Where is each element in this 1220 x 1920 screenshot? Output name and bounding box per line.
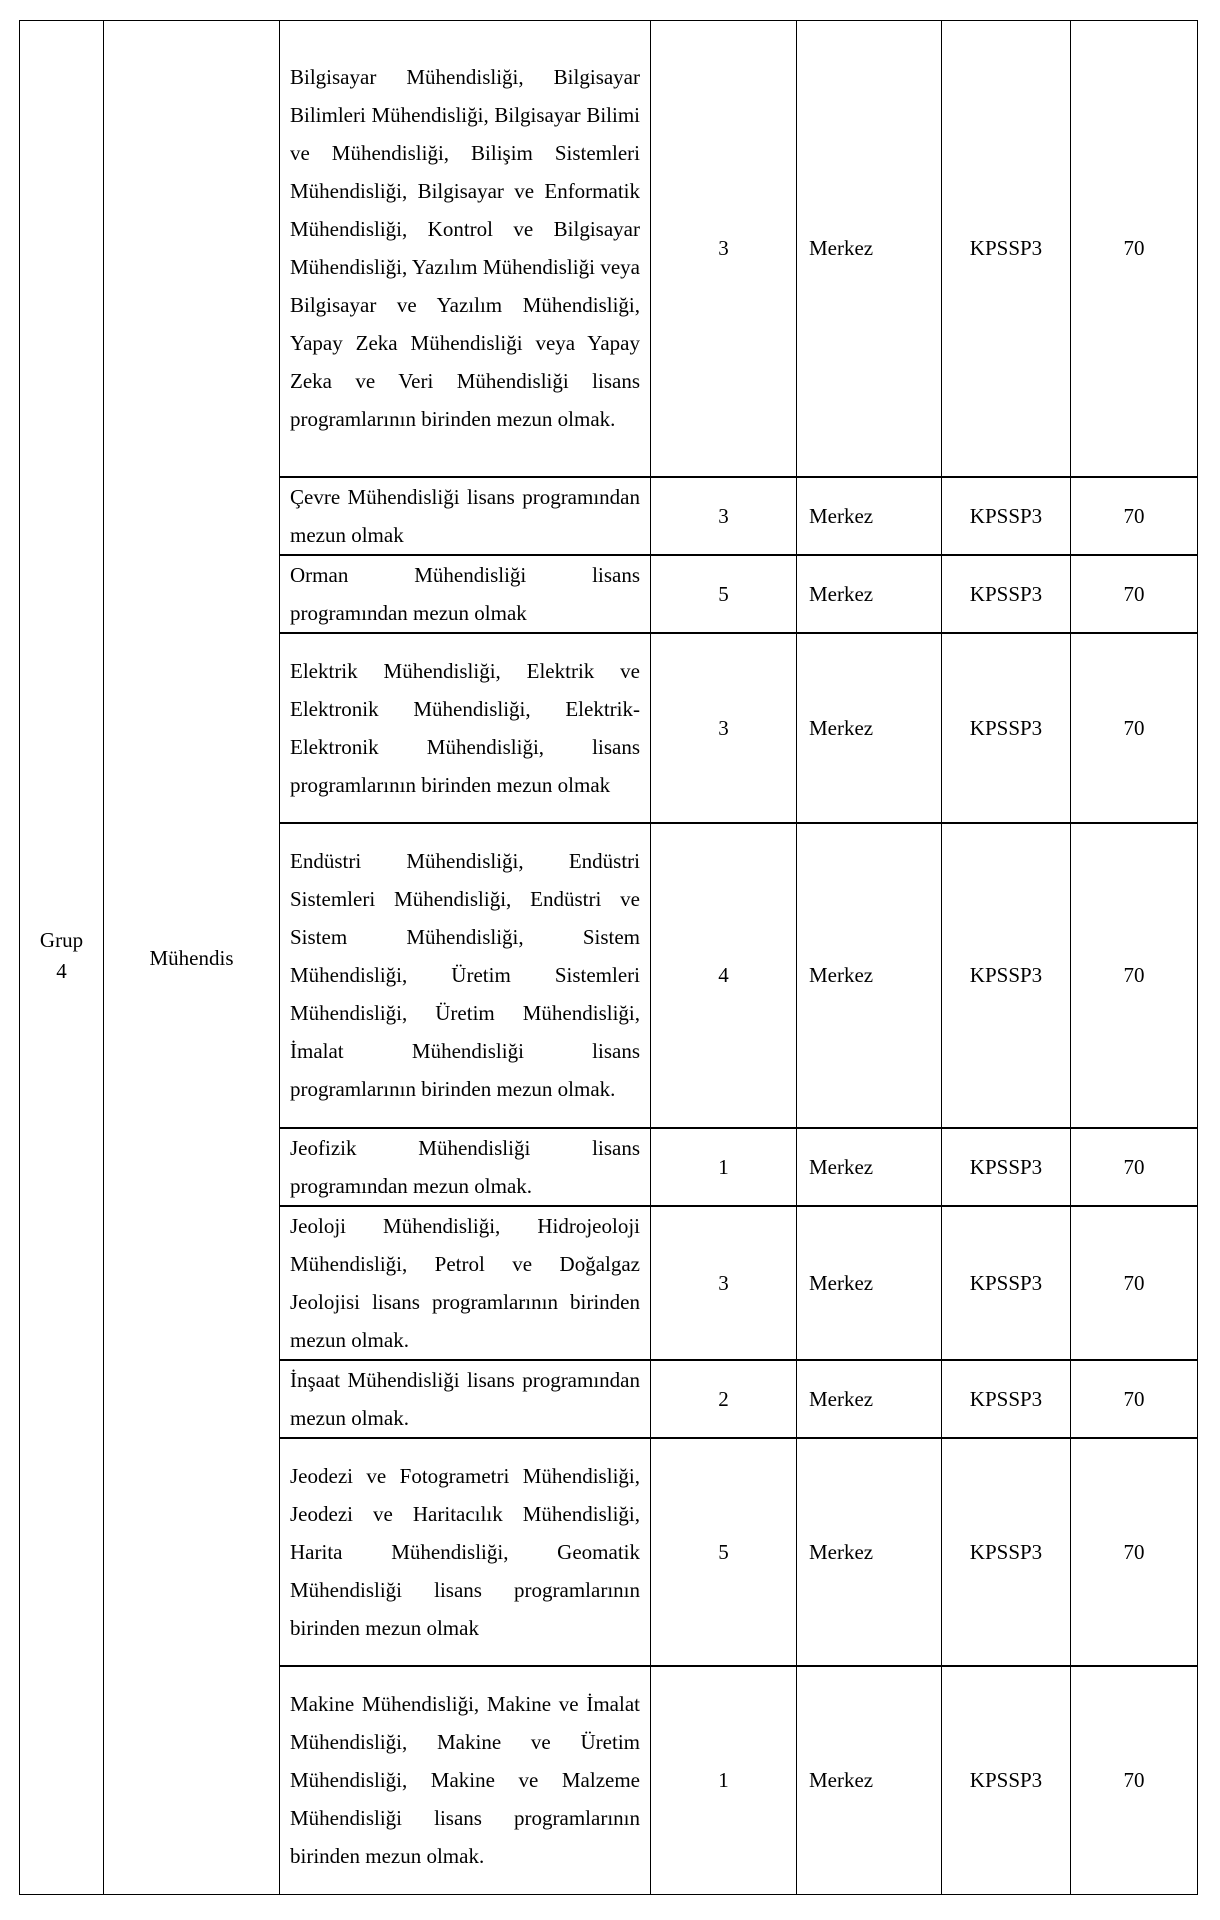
location-cell: Merkez xyxy=(797,477,942,555)
count-cell: 3 xyxy=(651,477,797,555)
score-type-cell: KPSSP3 xyxy=(942,477,1071,555)
score-type-cell: KPSSP3 xyxy=(942,1206,1071,1360)
min-score-cell: 70 xyxy=(1071,823,1198,1128)
score-type-cell: KPSSP3 xyxy=(942,555,1071,633)
count-cell: 1 xyxy=(651,1666,797,1895)
location-cell: Merkez xyxy=(797,1666,942,1895)
min-score-cell: 70 xyxy=(1071,1206,1198,1360)
location-cell: Merkez xyxy=(797,1128,942,1206)
group-cell xyxy=(20,21,104,1895)
requirement-cell: Makine Mühendisliği, Makine ve İmalat Mühendisliği, Makine ve Üretim Mühendisliği, Makine ve Malzeme Mühendisliği lisans programlarının birinden mezun olmak. xyxy=(280,1666,651,1895)
min-score-cell: 70 xyxy=(1071,21,1198,477)
count-cell: 5 xyxy=(651,555,797,633)
min-score-cell: 70 xyxy=(1071,555,1198,633)
count-cell: 3 xyxy=(651,1206,797,1360)
position-title-cell: Mühendis xyxy=(104,21,280,1895)
min-score-cell: 70 xyxy=(1071,1666,1198,1895)
count-cell: 3 xyxy=(651,21,797,477)
requirement-cell: Endüstri Mühendisliği, Endüstri Sistemleri Mühendisliği, Endüstri ve Sistem Mühendisliği, Sistem Mühendisliği, Üretim Sistemleri Mühendisliği, Üretim Mühendisliği, İmalat Mühendisliği lisans programlarının birinden mezun olmak. xyxy=(280,823,651,1128)
requirement-cell: Jeodezi ve Fotogrametri Mühendisliği, Jeodezi ve Haritacılık Mühendisliği, Harita Mühendisliği, Geomatik Mühendisliği lisans programlarının birinden mezun olmak xyxy=(280,1438,651,1666)
score-type-cell: KPSSP3 xyxy=(942,1438,1071,1666)
location-cell: Merkez xyxy=(797,555,942,633)
location-cell: Merkez xyxy=(797,823,942,1128)
location-cell: Merkez xyxy=(797,633,942,823)
requirement-cell: Jeofizik Mühendisliği lisans programından mezun olmak. xyxy=(280,1128,651,1206)
requirement-cell: Çevre Mühendisliği lisans programından mezun olmak xyxy=(280,477,651,555)
requirement-cell: Bilgisayar Mühendisliği, Bilgisayar Bilimleri Mühendisliği, Bilgisayar Bilimi ve Mühendisliği, Bilişim Sistemleri Mühendisliği, Bilgisayar ve Enformatik Mühendisliği, Kontrol ve Bilgisayar Mühendisliği, Yazılım Mühendisliği veya Bilgisayar ve Yazılım Mühendisliği, Yapay Zeka Mühendisliği veya Yapay Zeka ve Veri Mühendisliği lisans programlarının birinden mezun olmak. xyxy=(280,21,651,477)
min-score-cell: 70 xyxy=(1071,633,1198,823)
requirement-cell: Orman Mühendisliği lisans programından mezun olmak xyxy=(280,555,651,633)
score-type-cell: KPSSP3 xyxy=(942,21,1071,477)
group-label: Grup 4 xyxy=(39,928,84,983)
score-type-cell: KPSSP3 xyxy=(942,1360,1071,1438)
min-score-cell: 70 xyxy=(1071,1360,1198,1438)
location-cell: Merkez xyxy=(797,1206,942,1360)
table-row xyxy=(20,21,1198,477)
count-cell: 2 xyxy=(651,1360,797,1438)
count-cell: 3 xyxy=(651,633,797,823)
requirement-cell: İnşaat Mühendisliği lisans programından mezun olmak. xyxy=(280,1360,651,1438)
count-cell: 5 xyxy=(651,1438,797,1666)
requirement-cell: Elektrik Mühendisliği, Elektrik ve Elektronik Mühendisliği, Elektrik-Elektronik Mühendisliği, lisans programlarının birinden mezun olmak xyxy=(280,633,651,823)
score-type-cell: KPSSP3 xyxy=(942,823,1071,1128)
location-cell: Merkez xyxy=(797,1438,942,1666)
requirement-cell: Jeoloji Mühendisliği, Hidrojeoloji Mühendisliği, Petrol ve Doğalgaz Jeolojisi lisans programlarının birinden mezun olmak. xyxy=(280,1206,651,1360)
count-cell: 1 xyxy=(651,1128,797,1206)
score-type-cell: KPSSP3 xyxy=(942,633,1071,823)
positions-table xyxy=(19,20,1198,1895)
min-score-cell: 70 xyxy=(1071,1128,1198,1206)
score-type-cell: KPSSP3 xyxy=(942,1128,1071,1206)
location-cell: Merkez xyxy=(797,21,942,477)
min-score-cell: 70 xyxy=(1071,1438,1198,1666)
min-score-cell: 70 xyxy=(1071,477,1198,555)
location-cell: Merkez xyxy=(797,1360,942,1438)
score-type-cell: KPSSP3 xyxy=(942,1666,1071,1895)
count-cell: 4 xyxy=(651,823,797,1128)
